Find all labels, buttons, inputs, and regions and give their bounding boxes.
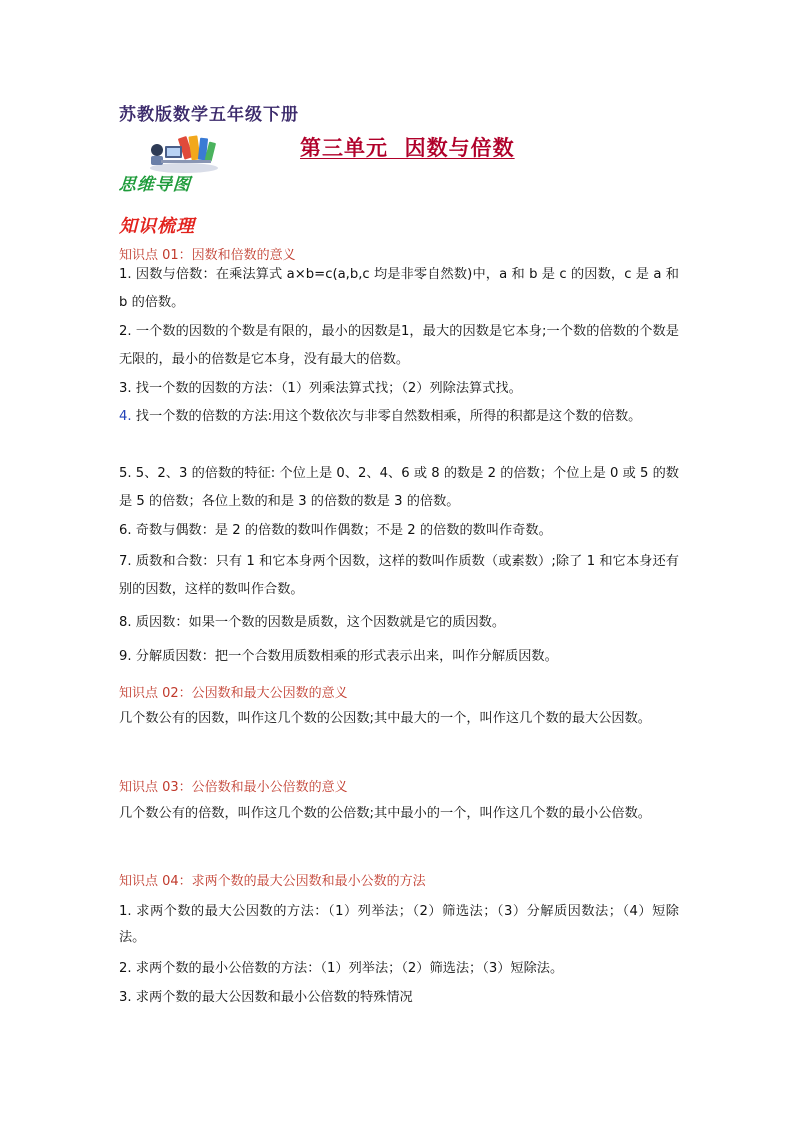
kp4-item-1: 1. 求两个数的最大公因数的方法：（1）列举法；（2）筛选法；（3）分解质因数法；（4）短除法。 [119,904,679,945]
kp1-heading: 知识点 01：因数和倍数的意义 [119,248,296,263]
kp1-item-4: 4. 找一个数的倍数的方法:用这个数依次与非零自然数相乘，所得的积都是这个数的倍数。 [119,409,642,424]
kp4-item-2: 2. 求两个数的最小公倍数的方法：（1）列举法；（2）筛选法；（3）短除法。 [119,961,564,976]
unit-title: 第三单元 因数与倍数 [300,135,515,160]
kp1-item-1: 1. 因数与倍数：在乘法算式 a×b=c(a,b,c 均是非零自然数)中，a 和 b 是 c 的因数，c 是 a 和 b 的倍数。 [119,267,679,310]
kp1-item-9: 9. 分解质因数：把一个合数用质数相乘的形式表示出来，叫作分解质因数。 [119,649,558,664]
kp2-text: 几个数公有的因数，叫作这几个数的公因数;其中最大的一个，叫作这几个数的最大公因数。 [119,711,651,726]
knowledge-label: 知识梳理 [119,216,195,237]
kp4-item-3: 3. 求两个数的最大公因数和最小公倍数的特殊情况 [119,990,413,1005]
kp1-item-7: 7. 质数和合数：只有 1 和它本身两个因数，这样的数叫作质数（或素数）;除了 1 和它本身还有别的因数，这样的数叫作合数。 [119,554,679,597]
study-illustration-icon [143,128,225,174]
kp3-text: 几个数公有的倍数，叫作这几个数的公倍数;其中最小的一个，叫作这几个数的最小公倍数。 [119,806,651,821]
kp1-item-2: 2. 一个数的因数的个数是有限的，最小的因数是1，最大的因数是它本身;一个数的倍数的个数是无限的，最小的倍数是它本身，没有最大的倍数。 [119,324,679,367]
kp1-item-4-number: 4. [119,409,132,424]
kp1-item-3: 3. 找一个数的因数的方法：（1）列乘法算式找；（2）列除法算式找。 [119,381,522,396]
series-title: 苏教版数学五年级下册 [119,105,299,125]
kp4-heading: 知识点 04：求两个数的最大公因数和最小公数的方法 [119,874,426,889]
kp3-heading: 知识点 03：公倍数和最小公倍数的意义 [119,780,348,795]
kp1-item-6: 6. 奇数与偶数：是 2 的倍数的数叫作偶数；不是 2 的倍数的数叫作奇数。 [119,523,552,538]
kp1-item-5: 5. 5、2、3 的倍数的特征: 个位上是 0、2、4、6 或 8 的数是 2 的倍数；个位上是 0 或 5 的数是 5 的倍数；各位上数的和是 3 的倍数的数是 3 的倍数。 [119,466,679,509]
mindmap-label: 思维导图 [118,175,192,195]
kp1-item-8: 8. 质因数：如果一个数的因数是质数，这个因数就是它的质因数。 [119,615,506,630]
kp2-heading: 知识点 02：公因数和最大公因数的意义 [119,686,348,701]
